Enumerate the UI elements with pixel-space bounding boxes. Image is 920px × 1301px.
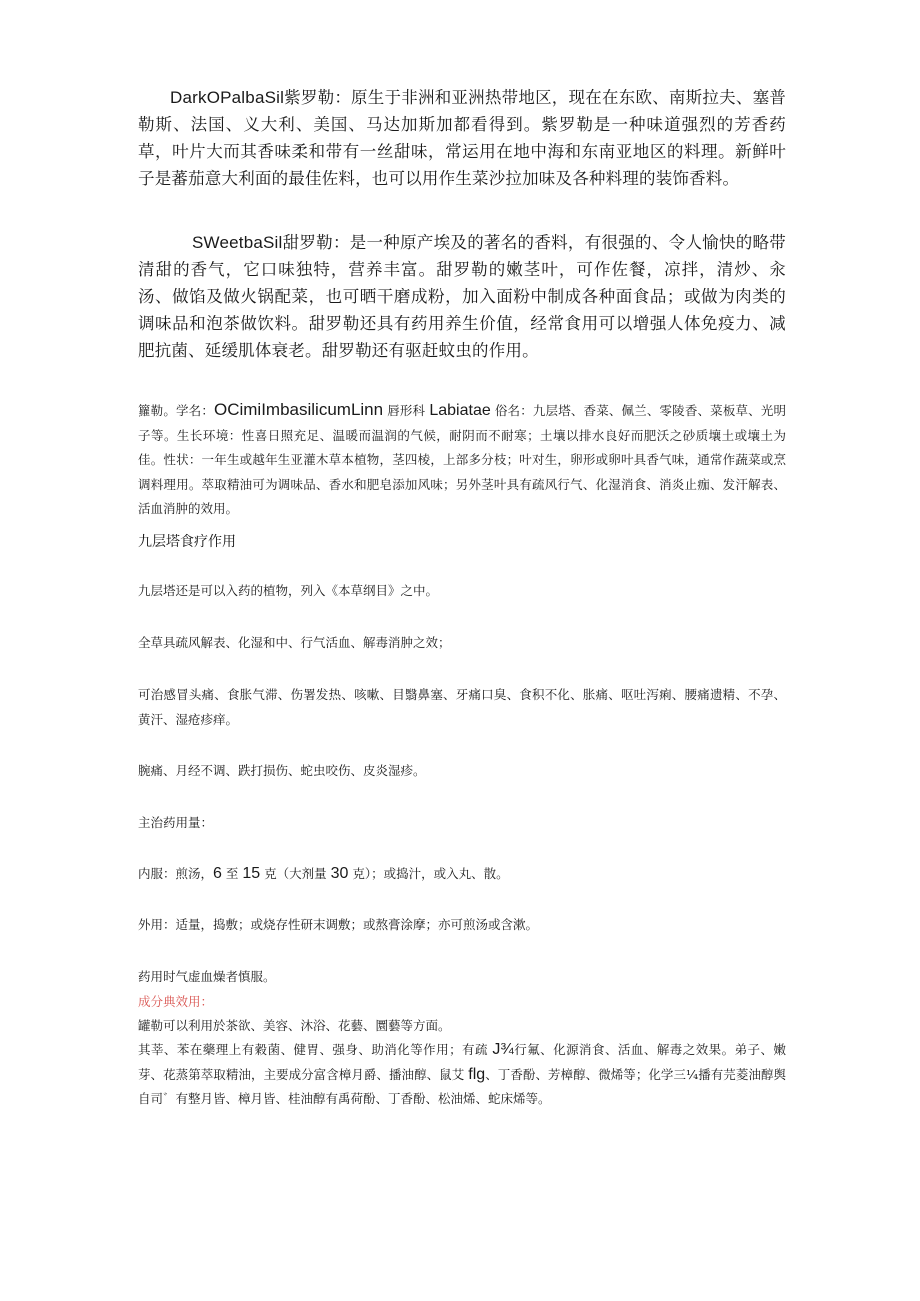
dark-opal-basil-name: DarkOPalbaSil (170, 88, 285, 107)
paragraph-2: 全草具疏风解表、化湿和中、行气活血、解毒消肿之效； (138, 635, 451, 650)
paragraph-7: 外用：适量，捣敷；或烧存性研末调敷；或熬膏涂摩；亦可煎汤或含漱。 (138, 917, 539, 932)
luole-paragraph (138, 398, 786, 522)
luole-latin-name: OCimiImbasilicumLinn (213, 400, 384, 419)
paragraph-4: 腕痛、月经不调、跌打损伤、蛇虫咬伤、皮炎湿疹。 (138, 763, 426, 778)
paragraph-10 (138, 1038, 786, 1112)
dosage-large: 30 (330, 865, 349, 882)
paragraph-9: 罐勒可以利用於茶欲、美容、沐浴、花藝、圜藝等方面。 (138, 1018, 451, 1033)
luole-prefix: 籮勒。学名： (138, 403, 214, 418)
dark-opal-basil-paragraph (138, 84, 786, 192)
dosage-min: 6 (213, 865, 222, 882)
paragraph-1: 九层塔还是可以入药的植物，列入《本草纲目》之中。 (138, 583, 439, 598)
p10-a: 其莘、苯在藥理上有穀菌、健胃、强身、助消化等作用；有疏 (138, 1042, 493, 1057)
dark-opal-basil-text: 紫罗勒：原生于非洲和亚洲热带地区，现在在东欧、南斯拉夫、塞普勒斯、法国、义大利、美国、马达加斯加都看得到。紫罗勒是一种味道强烈的芳香药草，叶片大而其香味柔和带有一丝甜味，常运用在地中海和东南亚地区的料理。新鲜叶子是蕃茄意大利面的最佳佐料，也可以用作生菜沙拉加味及各种料理的装饰香料。 (138, 88, 786, 188)
p10-b: J¾ (492, 1041, 514, 1058)
dosage-max: 15 (242, 865, 261, 882)
p10-d: flg (468, 1065, 486, 1083)
red-subheading: 成分典效用： (138, 994, 214, 1009)
sweet-basil-text: 甜罗勒：是一种原产埃及的著名的香料，有很强的、令人愉快的略带清甜的香气，它口味独特，营养丰富。甜罗勒的嫩茎叶，可作佐餐，凉拌，清炒、汆汤、做馅及做火锅配菜，也可晒干磨成粉，加入面粉中制成各种面食品；或做为肉类的调味品和泡茶做饮料。甜罗勒还具有药用养生价值，经常食用可以增强人体免疫力、减肥抗菌、延缓肌体衰老。甜罗勒还有驱赶蚊虫的作用。 (138, 233, 786, 360)
paragraph-3: 可治感冒头痛、食胀气滞、伤署发热、咳嗽、目翳鼻塞、牙痛口臭、食积不化、胀痛、呕吐泻痢、腰痛遗精、不孕、黄汗、湿疮疹痒。 (138, 687, 786, 727)
luole-family-latin: Labiatae (429, 402, 491, 419)
sweet-basil-paragraph (138, 229, 786, 364)
p10-e: 、丁香酚、芳樟醇、微烯等；化学三¼播有芫菱油醇舆自司゛有整月皆、樟月皆、桂油醇有禹荷酚、丁香酚、松油烯、蛇床烯等。 (138, 1066, 786, 1106)
dosage-prefix: 内服：煎汤， (138, 866, 214, 881)
p10-c: 行氟、化源消食、活血、解毒之效果。弟子、嫩芽、花蒸第萃取精油，主要成分富含樟月爵、播油醇、鼠艾 (138, 1042, 786, 1082)
dosage-large-prefix: 克（大剂量 (260, 866, 331, 881)
luole-family-prefix: 唇形科 (383, 403, 430, 418)
section-heading: 九层塔食疗作用 (138, 534, 236, 550)
paragraph-5: 主治药用量： (138, 815, 214, 830)
dosage-to: 至 (221, 866, 243, 881)
paragraph-6 (138, 862, 786, 887)
luole-rest: 俗名：九层塔、香菜、佩兰、零陵香、菜板草、光明子等。生长环境：性喜日照充足、温暖而温润的气候，耐阴而不耐寒；土壤以排水良好而肥沃之砂质壤土或壤土为佳。性状：一年生或越年生亚灌木草本植物，茎四棱，上部多分枝；叶对生，卵形或卵叶具香气味，通常作蔬菜或烹调料理用。萃取精油可为调味品、香水和肥皂添加风味；另外茎叶具有疏风行气、化湿消食、消炎止痂、发汗解表、活血消肿的效用。 (138, 403, 786, 516)
sweet-basil-name: SWeetbaSil (192, 233, 283, 252)
paragraph-8: 药用时气虚血燥者慎服。 (138, 969, 276, 984)
dosage-suffix: 克）；或捣汁，或入丸、散。 (348, 866, 509, 881)
